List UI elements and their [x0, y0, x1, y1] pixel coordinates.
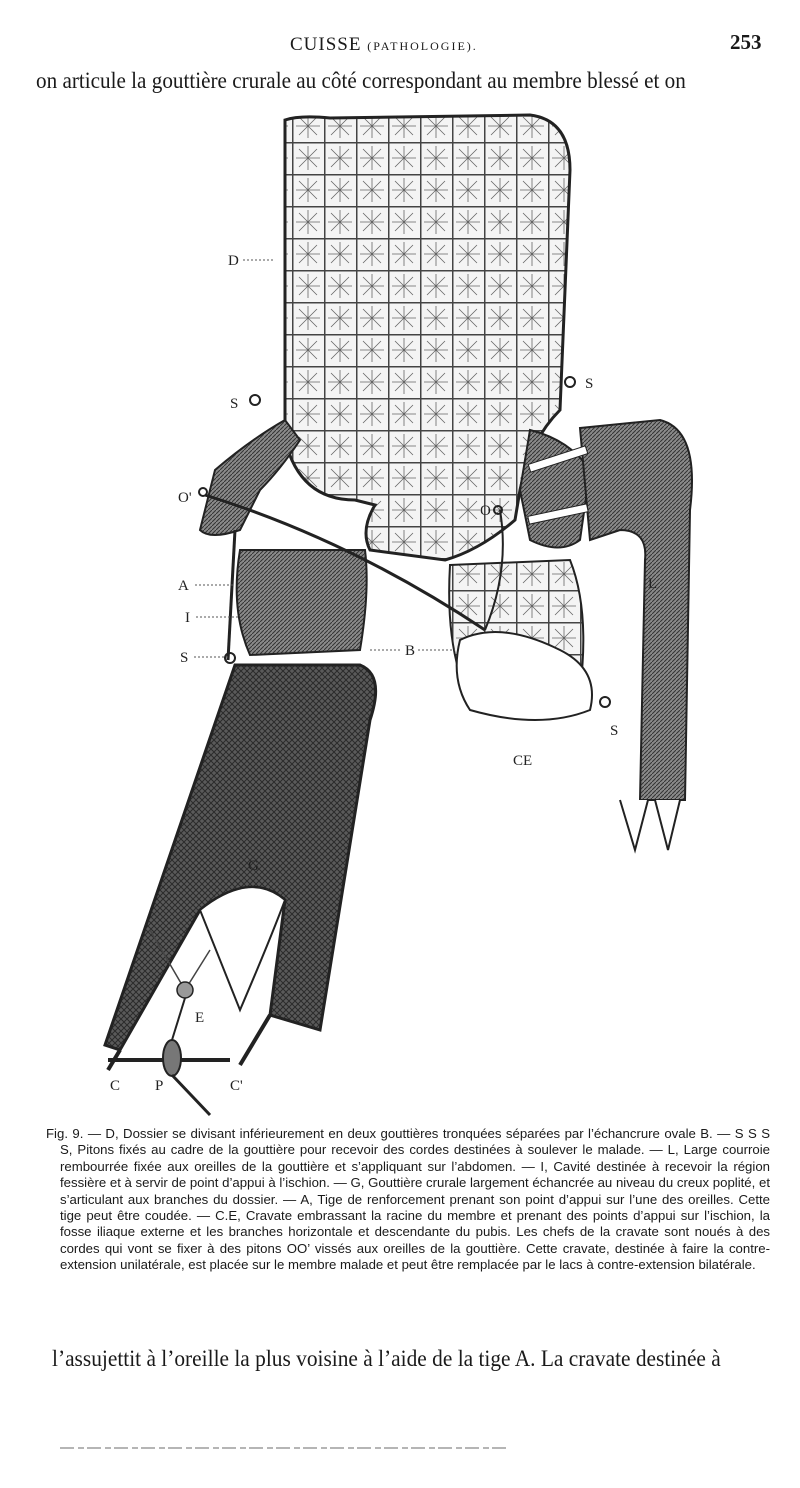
pulley-p: [163, 1040, 181, 1076]
left-ear: [200, 420, 300, 535]
label-o: O: [480, 503, 491, 519]
label-s-left-top: S: [230, 396, 239, 412]
label-c-prime: C': [230, 1078, 243, 1094]
running-head-title: CUISSE: [290, 34, 362, 55]
label-d: D: [228, 253, 239, 269]
body-text-top-line: on articule la gouttière crurale au côté correspondant au membre blessé et on: [36, 68, 686, 93]
label-o-prime: O': [178, 490, 192, 506]
label-l: L: [648, 576, 658, 592]
body-text-bottom-line: l’assujettit à l’oreille la plus voisine à l’aide de la tige A. La cravate destinée à: [52, 1346, 721, 1371]
label-s-right-top: S: [585, 376, 594, 392]
label-s-right-low: S: [610, 723, 619, 739]
figure-illustration: [100, 110, 720, 1120]
seat-cavity-i: [237, 550, 367, 655]
rod-a: [228, 530, 235, 660]
label-a: A: [178, 578, 189, 594]
page-number: 253: [730, 30, 762, 54]
figure-caption: [46, 1126, 770, 1274]
knot-e: [177, 982, 193, 998]
label-p: P: [155, 1078, 164, 1094]
label-g: G: [248, 858, 259, 874]
label-b: B: [405, 643, 416, 659]
label-c: C: [110, 1078, 121, 1094]
label-s-left-mid: S: [180, 650, 189, 666]
label-e: E: [195, 1010, 205, 1026]
bleed-through-line: [60, 1444, 508, 1452]
running-head: [290, 34, 478, 56]
label-i: I: [185, 610, 190, 626]
abdominal-strap-l: [580, 420, 692, 800]
running-head-subtitle: (PATHOLOGIE).: [367, 39, 478, 53]
caption-text: Fig. 9. — D, Dossier se divisant inférieurement en deux gouttières tronquées séparées par l’échancrure ovale B. — S S S S, Pitons fixés au cadre de la gouttière pour recevoir des cordes destinées à soulever le malade. — L, Large courroie rembourrée fixée aux oreilles de la gouttière et s’appliquant sur l’abdomen. — I, Cavité destinée à recevoir la région fessière et à servir de point d’appui à l’ischion. — G, Gouttière crurale largement échancrée au niveau du creux poplité, et s’articulant aux branches du dossier. — A, Tige de renforcement prenant son point d’appui sur l’une des oreilles. Cette tige peut être coudée. — C.E, Cravate embrassant la racine du membre et prenant des points d’appui sur l’ischion, la fosse iliaque externe et les branches horizontale et descendante du pubis. Les chefs de la cravate sont noués à des cordes qui vont se fixer à des pitons OO’ vissés aux oreilles de la gouttière. Cette cravate, destinée à faire la contre-extension unilatérale, est placée sur le membre malade et peut être remplacée par le lacs à contre-extension bilatérale.: [46, 1126, 770, 1273]
label-ce: CE: [513, 753, 533, 769]
